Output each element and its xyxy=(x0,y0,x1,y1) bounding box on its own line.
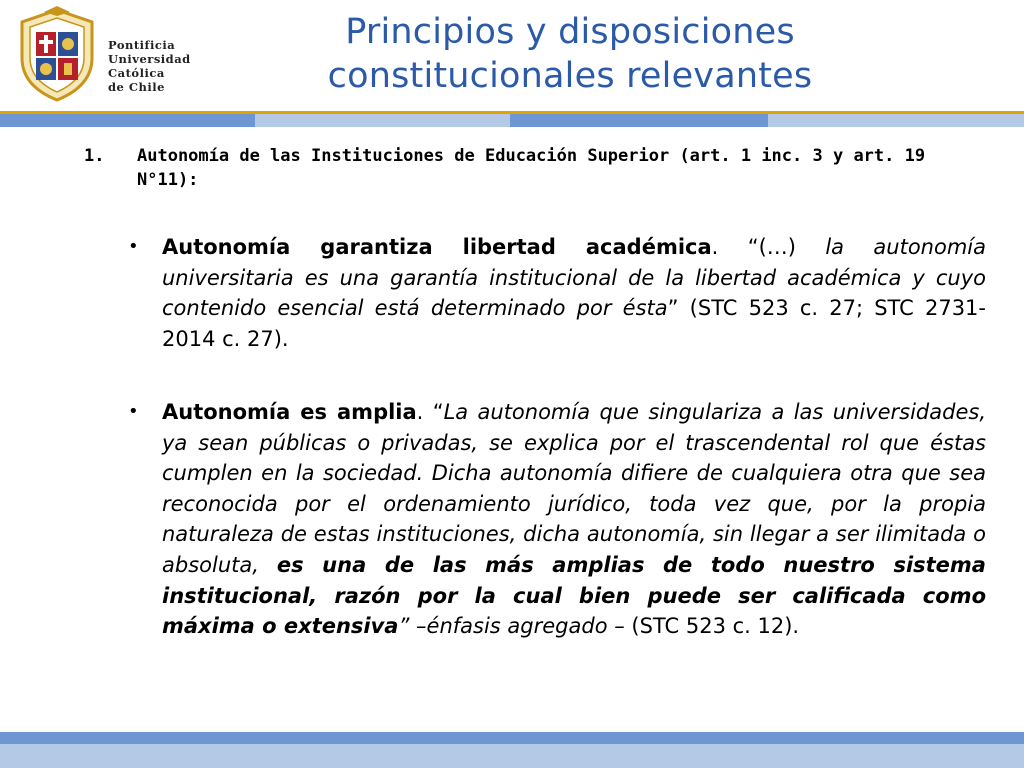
bullet-quote: la autonomía universitaria es una garantía institucional de la libertad académica y cuyo contenido esencial está determinado por ésta xyxy=(162,235,986,321)
footer-bar xyxy=(0,732,1024,768)
bullet-lead: Autonomía garantiza libertad académica xyxy=(162,235,712,259)
university-name-line: Católica xyxy=(108,66,165,80)
section-number: 1. xyxy=(84,146,105,166)
bullet-text xyxy=(162,397,986,642)
bar-segment xyxy=(0,114,255,127)
accent-line xyxy=(0,111,1024,114)
section-heading-text: Autonomía de las Instituciones de Educación Superior (art. 1 inc. 3 y art. 19 N°11): xyxy=(137,146,926,190)
bullet-citation: ” (STC 523 c. 27; STC 2731-2014 c. 27). xyxy=(162,296,987,351)
bullet-quote: La autonomía que singulariza a las universidades, ya sean públicas o privadas, se explica por el trascendental rol que éstas cumplen en la sociedad. Dicha autonomía difiere de cualquiera otra que sea reconocida por el ordenamiento jurídico, toda vez que, por la propia naturaleza de estas instituciones, dicha autonomía, sin llegar a ser ilimitada o absoluta, xyxy=(162,400,986,577)
bullet-plain-text: . “ xyxy=(416,400,444,424)
bullet-plain-text: . “(…) xyxy=(711,235,826,259)
bullet-marker: • xyxy=(128,401,139,422)
bullet-quote-end: ” –énfasis agregado – xyxy=(398,614,625,639)
bullet-emphasis: es una de las más amplias de todo nuestro sistema institucional, razón por la cual bien puede ser calificada como máxima o extensiva xyxy=(162,552,986,639)
university-name-line: Universidad xyxy=(108,52,191,66)
university-name-line: Pontificia xyxy=(108,38,176,52)
slide-title-line-1: Principios y disposiciones xyxy=(345,12,795,52)
university-seal-icon xyxy=(14,6,100,104)
bar-segment xyxy=(255,114,510,127)
university-logo xyxy=(14,6,194,106)
bullet-citation: (STC 523 c. 12). xyxy=(624,614,800,639)
header-divider-bar xyxy=(0,111,1024,127)
slide-title-line-2: constitucionales relevantes xyxy=(327,56,813,96)
slide-title xyxy=(250,10,890,98)
bullet-marker: • xyxy=(128,236,139,257)
bullet-text xyxy=(162,232,986,354)
footer-bar-light xyxy=(0,744,1024,768)
university-name xyxy=(108,38,191,94)
university-name-line: de Chile xyxy=(108,80,165,94)
bullet-lead: Autonomía es amplia xyxy=(162,400,417,424)
footer-bar-dark xyxy=(0,732,1024,744)
bar-segment xyxy=(510,114,768,127)
bar-segment xyxy=(768,114,1024,127)
